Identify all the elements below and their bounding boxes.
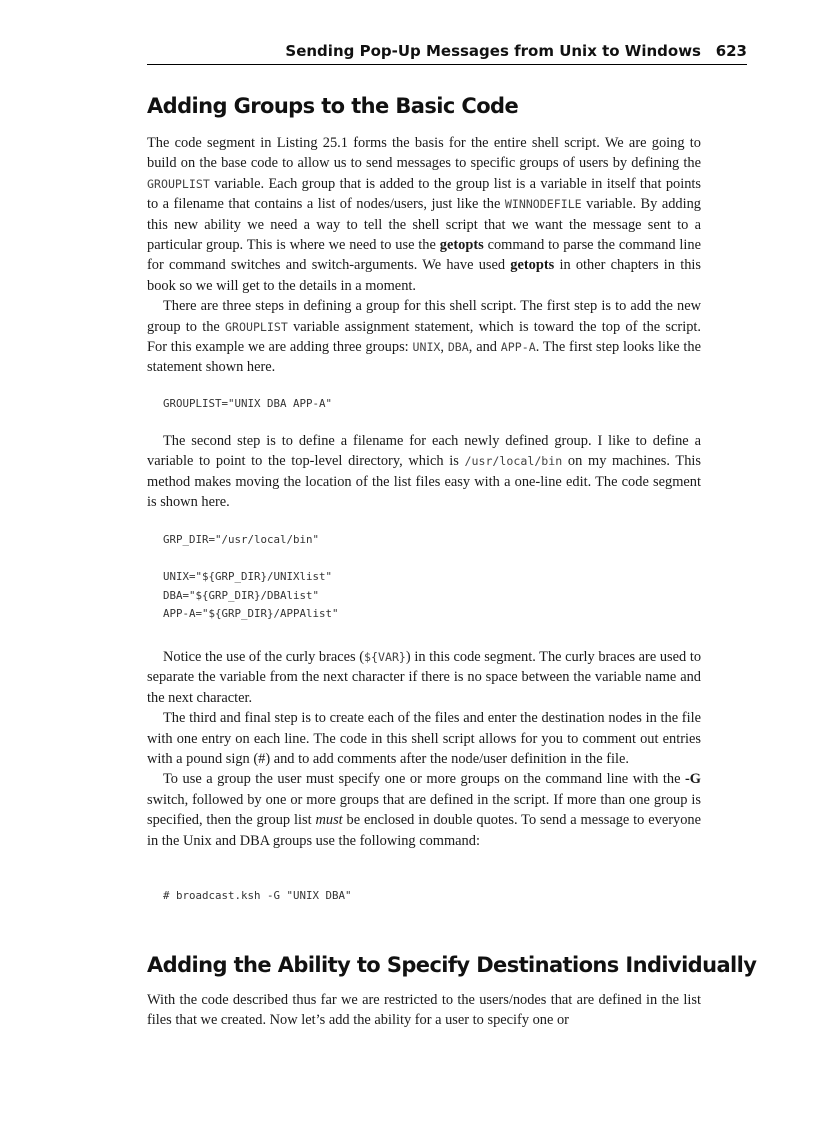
code-inline-grouplist: GROUPLIST [147,176,210,191]
paragraph-destinations-intro: With the code described thus far we are restricted to the users/nodes that are defined in the list files that we created. Now let’s add the ability for a user to specify one or [147,992,701,1029]
term-getopts: getopts [439,237,484,254]
text-run: variable. Each group that is added to the group list is a variable in itself that points to a filename that contains a list of nodes/users, just like the [147,175,701,213]
term-getopts: getopts [510,257,555,274]
text-run: switch, followed by one or more groups that are defined in the script. If more than one group is specified, then the group list [147,791,701,829]
running-header-title: Sending Pop-Up Messages from Unix to Windows [285,42,701,60]
text-run: Notice the use of the curly braces ( [163,649,365,665]
emphasis-must: must [315,812,343,829]
paragraph-curly-braces [147,647,701,708]
paragraph-second-step [147,431,701,513]
code-inline-dba: DBA [447,340,469,355]
text-run: . The first step looks like the statement shown here. [147,339,701,376]
paragraph-use-group [147,769,701,851]
text-run: variable. By adding this new ability we need a way to tell the shell script that we want the message sent to a particular group. This is where we need to use the [147,196,701,254]
term-g-switch: -G [685,771,701,788]
text-run: variable assignment statement, which is toward the top of the script. For this example we are adding three groups: [147,318,701,356]
text-run: , and [468,339,501,356]
paragraph-three-steps [147,296,701,378]
code-block-broadcast-command: # broadcast.ksh -G "UNIX DBA" [163,889,352,902]
code-inline-unix: UNIX [412,340,441,355]
code-block-grouplist: GROUPLIST="UNIX DBA APP-A" [163,397,333,410]
section-groups-body-3 [147,647,701,851]
text-run: command to parse the command line for command switches and switch-arguments. We have used [147,237,702,274]
paragraph-third-step: The third and final step is to create each of the files and enter the destination nodes in the file with one entry on each line. The code in this shell script allows for you to comment out entries with a pound sign (#) and to add comments after the node/user definition in the file. [147,710,701,768]
running-header [147,42,747,65]
text-run: The code segment in Listing 25.1 forms the basis for the entire shell script. We are going to build on the base code to allow us to send messages to specific groups of users by defining the [147,135,701,172]
code-inline-path: /usr/local/bin [464,454,563,469]
section-heading-destinations: Adding the Ability to Specify Destinations Individually [147,953,757,977]
code-inline-winnodefile: WINNODEFILE [504,197,582,212]
text-run: ) in this code segment. The curly braces are used to separate the variable from the next character if there is no space between the variable name and the next character. [147,649,702,706]
text-run: be enclosed in double quotes. To send a message to everyone in the Unix and DBA groups use the following command: [147,812,701,849]
text-run: There are three steps in defining a group for this shell script. The first step is to add the new group to the [147,298,701,335]
code-block-grp-dir: GRP_DIR="/usr/local/bin" UNIX="${GRP_DIR}/UNIXlist" DBA="${GRP_DIR}/DBAlist" APP-A="${GRP_DIR}/APPAlist" [163,533,339,620]
text-run: , [440,339,448,356]
section-groups-body-1 [147,133,701,378]
text-run: in other chapters in this book so we will get to the details in a moment. [147,257,701,294]
section-destinations-body [147,990,701,1031]
section-heading-groups: Adding Groups to the Basic Code [147,94,519,118]
code-inline-var: ${VAR} [364,650,406,664]
text-run: The second step is to define a filename for each newly defined group. I like to define a variable to point to the top-level directory, which is [147,433,701,470]
code-inline-grouplist: GROUPLIST [225,319,288,334]
text-run: To use a group the user must specify one or more groups on the command line with the [163,771,685,788]
paragraph-groups-intro [147,133,701,296]
page-number: 623 [715,42,747,60]
section-groups-body-2 [147,431,701,513]
text-run: on my machines. This method makes moving the location of the list files easy with a one-line edit. The code segment is shown here. [147,453,702,511]
code-inline-app-a: APP-A [500,340,536,355]
